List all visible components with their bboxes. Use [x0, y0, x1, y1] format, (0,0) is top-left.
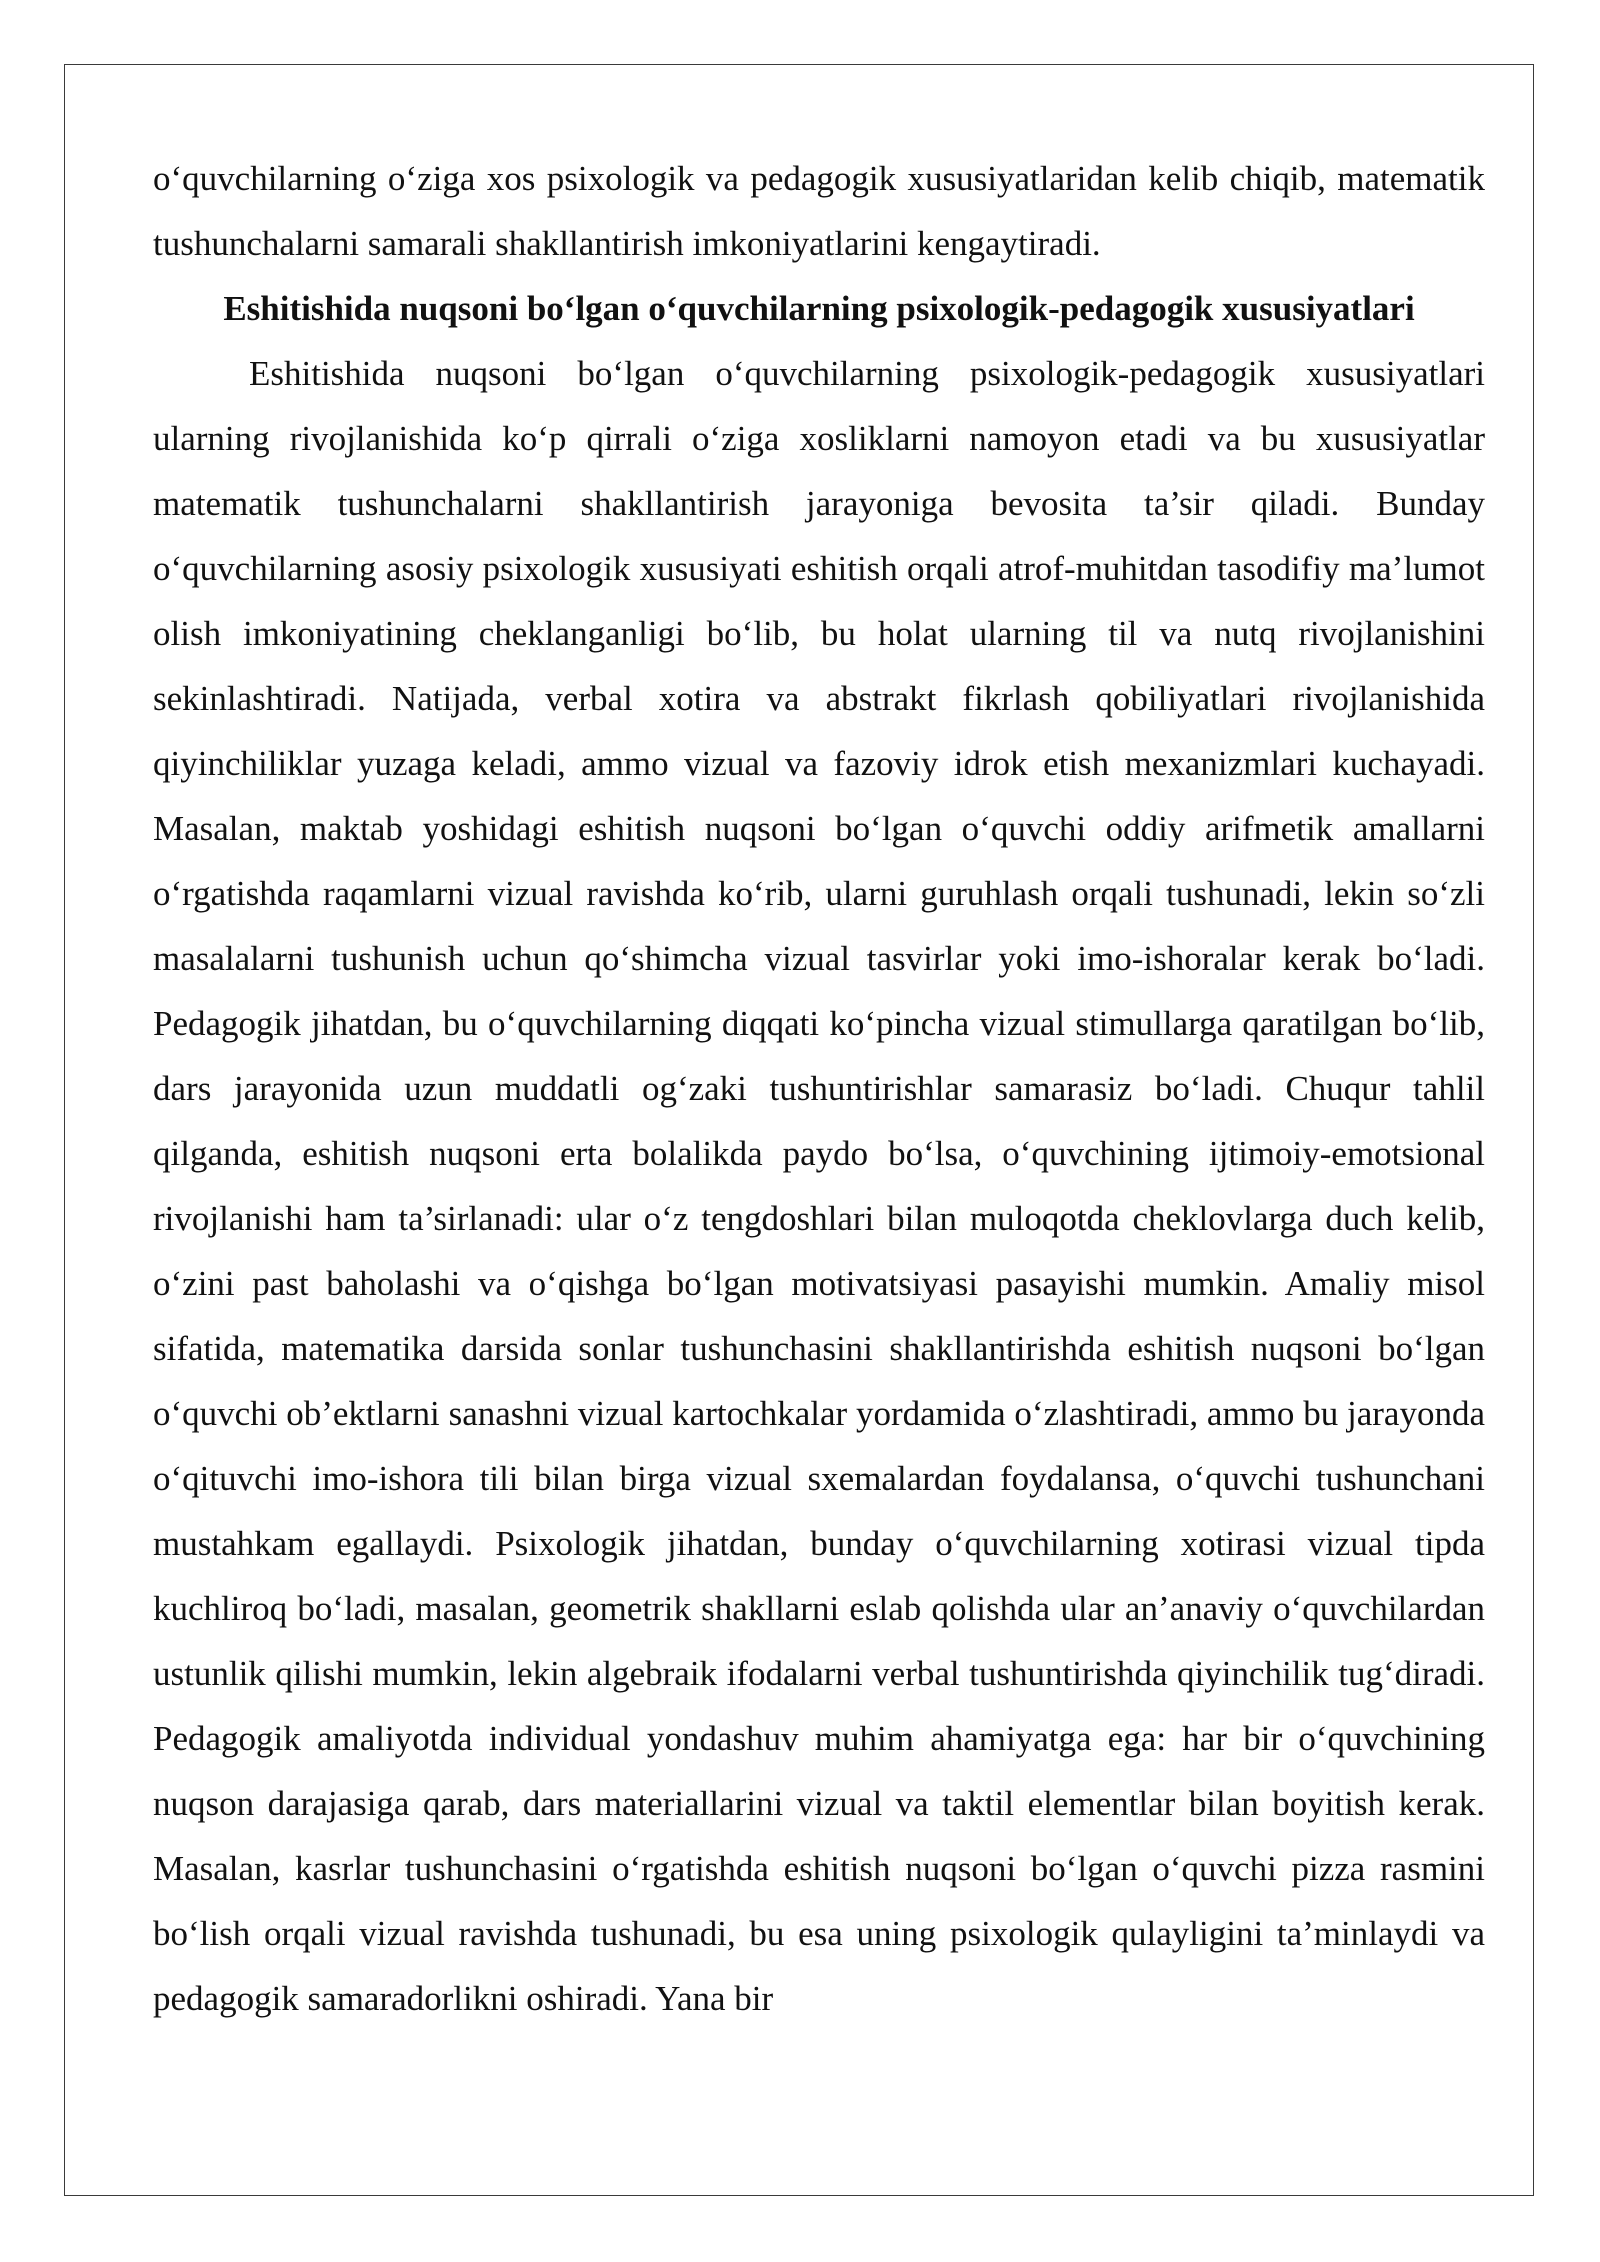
page-content	[153, 146, 1485, 2031]
section-heading: Eshitishida nuqsoni bo‘lgan o‘quvchilarning psixologik-pedagogik xususiyatlari	[223, 289, 1415, 328]
body-paragraph: Eshitishida nuqsoni bo‘lgan o‘quvchilarning psixologik-pedagogik xususiyatlari ularning rivojlanishida ko‘p qirrali o‘ziga xosliklarni namoyon etadi va bu xususiyatlar matematik tushunchalarni shakllantirish jarayoniga bevosita ta’sir qiladi. Bunday o‘quvchilarning asosiy psixologik xususiyati eshitish orqali atrof-muhitdan tasodifiy ma’lumot olish imkoniyatining cheklanganligi bo‘lib, bu holat ularning til va nutq rivojlanishini sekinlashtiradi. Natijada, verbal xotira va abstrakt fikrlash qobiliyatlari rivojlanishida qiyinchiliklar yuzaga keladi, ammo vizual va fazoviy idrok etish mexanizmlari kuchayadi. Masalan, maktab yoshidagi eshitish nuqsoni bo‘lgan o‘quvchi oddiy arifmetik amallarni o‘rgatishda raqamlarni vizual ravishda ko‘rib, ularni guruhlash orqali tushunadi, lekin so‘zli masalalarni tushunish uchun qo‘shimcha vizual tasvirlar yoki imo-ishoralar kerak bo‘ladi. Pedagogik jihatdan, bu o‘quvchilarning diqqati ko‘pincha vizual stimullarga qaratilgan bo‘lib, dars jarayonida uzun muddatli og‘zaki tushuntirishlar samarasiz bo‘ladi. Chuqur tahlil qilganda, eshitish nuqsoni erta bolalikda paydo bo‘lsa, o‘quvchining ijtimoiy-emotsional rivojlanishi ham ta’sirlanadi: ular o‘z tengdoshlari bilan muloqotda cheklovlarga duch kelib, o‘zini past baholashi va o‘qishga bo‘lgan motivatsiyasi pasayishi mumkin. Amaliy misol sifatida, matematika darsida sonlar tushunchasini shakllantirishda eshitish nuqsoni bo‘lgan o‘quvchi ob’ektlarni sanashni vizual kartochkalar yordamida o‘zlashtiradi, ammo bu jarayonda o‘qituvchi imo-ishora tili bilan birga vizual sxemalardan foydalansa, o‘quvchi tushunchani mustahkam egallaydi. Psixologik jihatdan, bunday o‘quvchilarning xotirasi vizual tipda kuchliroq bo‘ladi, masalan, geometrik shakllarni eslab qolishda ular an’anaviy o‘quvchilardan ustunlik qilishi mumkin, lekin algebraik ifodalarni verbal tushuntirishda qiyinchilik tug‘diradi. Pedagogik amaliyotda individual yondashuv muhim ahamiyatga ega: har bir o‘quvchining nuqson darajasiga qarab, dars materiallarini vizual va taktil elementlar bilan boyitish kerak. Masalan, kasrlar tushunchasini o‘rgatishda eshitish nuqsoni bo‘lgan o‘quvchi pizza rasmini bo‘lish orqali vizual ravishda tushunadi, bu esa uning psixologik qulayligini ta’minlaydi va pedagogik samaradorlikni oshiradi. Yana bir	[153, 354, 1485, 2018]
intro-paragraph: o‘quvchilarning o‘ziga xos psixologik va pedagogik xususiyatlaridan kelib chiqib, matematik tushunchalarni samarali shakllantirish imkoniyatlarini kengaytiradi.	[153, 159, 1485, 263]
